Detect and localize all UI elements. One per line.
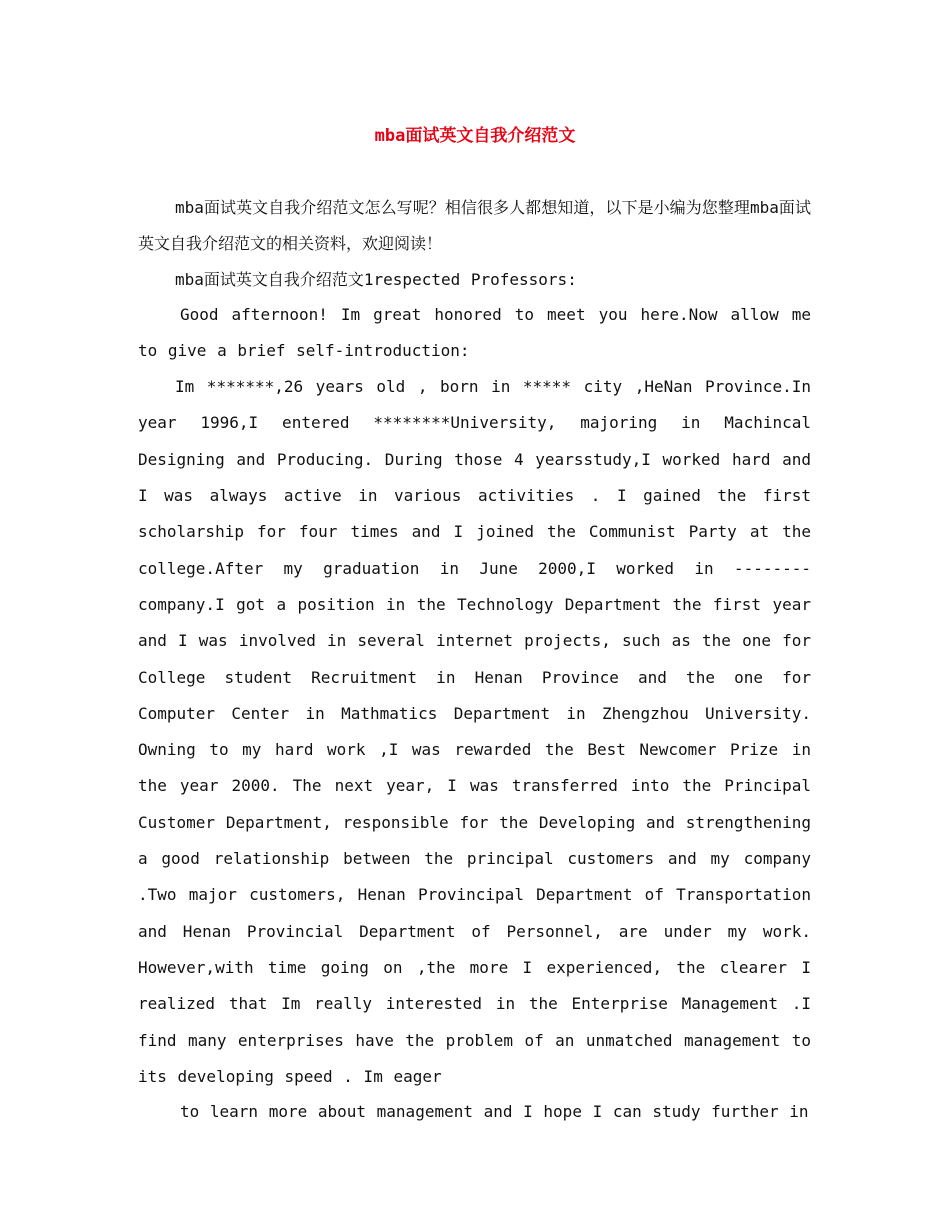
intro-paragraph: mba面试英文自我介绍范文怎么写呢？相信很多人都想知道，以下是小编为您整理mba面试英文自我介绍范文的相关资料，欢迎阅读！ <box>138 198 811 254</box>
greeting-paragraph: Good afternoon! Im great honored to meet you here.Now allow me to give a brief self-introduction: <box>138 304 811 360</box>
sample-heading-paragraph: mba面试英文自我介绍范文1respected Professors: <box>175 269 577 289</box>
document-title: mba面试英文自我介绍范文 <box>374 126 576 146</box>
continuation-paragraph: to learn more about management and I hope I can study further in <box>180 1102 809 1122</box>
self-introduction-paragraph: Im *******,26 years old , born in ***** city ,HeNan Province.In year 1996,I entered ********University, majoring in Machincal Designing and Producing. During those 4 yearsstudy,I worked hard and I was always active in various activities . I gained the first scholarship for four times and I joined the Communist Party at the college.After my graduation in June 2000,I worked in --------company.I got a position in the Technology Department the first year and I was involved in several internet projects, such as the one for College student Recruitment in Henan Province and the one for Computer Center in Mathmatics Department in Zhengzhou University. Owning to my hard work ,I was rewarded the Best Newcomer Prize in the year 2000. The next year, I was transferred into the Principal Customer Department, responsible for the Developing and strengthening a good relationship between the principal customers and my company .Two major customers, Henan Provincipal Department of Transportation and Henan Provincial Department of Personnel, are under my work. However,with time going on ,the more I experienced, the clearer I realized that Im really interested in the Enterprise Management .I find many enterprises have the problem of an unmatched management to its developing speed . Im eager <box>138 377 811 1086</box>
document-body <box>138 190 811 1129</box>
